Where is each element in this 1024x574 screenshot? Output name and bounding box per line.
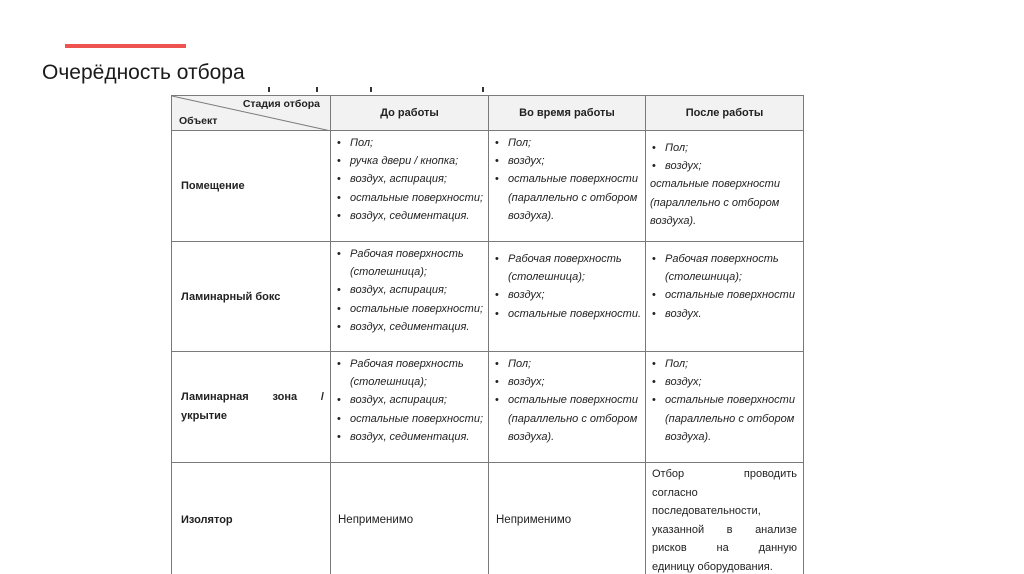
sampling-order-table xyxy=(171,95,804,574)
list-item: • остальные поверхности. xyxy=(493,305,641,323)
list-item: • воздух, аспирация; xyxy=(335,281,484,299)
slide-title: Очерёдность отбора xyxy=(42,61,245,84)
text-word: на xyxy=(716,542,729,555)
text-line: единицу оборудования. xyxy=(652,560,773,573)
row-label-room: Помещение xyxy=(172,131,331,242)
list-item: • остальные поверхности (параллельно с отбором воздуха). xyxy=(493,391,641,446)
row-label-laminar-box: Ламинарный бокс xyxy=(172,242,331,352)
cell-after xyxy=(646,242,804,352)
cell-before: Неприменимо xyxy=(331,463,489,574)
list-item: • Пол; xyxy=(650,355,799,373)
text-word: в xyxy=(726,523,733,536)
list-item: • Пол; xyxy=(650,139,799,157)
list-item: • Рабочая поверхность (столешница); xyxy=(650,250,799,286)
list-item: • воздух, аспирация; xyxy=(335,391,484,409)
table-row xyxy=(172,352,804,463)
header-after-work: После работы xyxy=(646,96,804,131)
list-item: • воздух; xyxy=(493,286,641,304)
text-line: последовательности, xyxy=(652,505,761,518)
list-item: • воздух; xyxy=(493,152,641,170)
table-row xyxy=(172,131,804,242)
cell-during: Неприменимо xyxy=(489,463,646,574)
cell-before xyxy=(331,242,489,352)
cell-after xyxy=(646,463,804,574)
header-before-work: До работы xyxy=(331,96,489,131)
text-word: указанной xyxy=(652,523,705,536)
table-row xyxy=(172,463,804,574)
list-item: • остальные поверхности; xyxy=(335,410,484,428)
list-item: • воздух. xyxy=(650,305,799,323)
list-item: • воздух, седиментация. xyxy=(335,318,484,336)
sampling-order-table-container xyxy=(170,95,804,574)
row-label-laminar-zone xyxy=(172,352,331,463)
text-word: проводить xyxy=(743,468,797,480)
list-item: • Рабочая поверхность (столешница); xyxy=(335,355,484,391)
list-item: • воздух, седиментация. xyxy=(335,428,484,446)
text-word: анализе xyxy=(755,523,797,536)
cell-after xyxy=(646,131,804,242)
list-item: • Рабочая поверхность (столешница); xyxy=(335,245,484,281)
row-label-word: зона xyxy=(272,391,298,403)
table-row xyxy=(172,242,804,352)
cell-before xyxy=(331,131,489,242)
stage-header-label: Стадия отбора xyxy=(242,98,320,110)
list-item: • остальные поверхности xyxy=(650,286,799,304)
list-item: • остальные поверхности (параллельно с отбором воздуха). xyxy=(650,391,799,446)
list-item: • воздух; xyxy=(650,373,799,391)
header-during-work: Во время работы xyxy=(489,96,646,131)
row-label-word: Ламинарная xyxy=(181,391,249,403)
corner-header-cell xyxy=(172,96,331,131)
list-item: • Пол; xyxy=(493,355,641,373)
text-line: согласно xyxy=(652,486,698,499)
cell-during xyxy=(489,131,646,242)
text-word: данную xyxy=(758,542,797,555)
list-item: • остальные поверхности (параллельно с отбором воздуха). xyxy=(493,170,641,225)
list-item: • воздух, седиментация. xyxy=(335,207,484,225)
list-item: • Пол; xyxy=(493,134,641,152)
cell-after xyxy=(646,352,804,463)
object-header-label: Объект xyxy=(179,115,218,127)
list-item: • остальные поверхности; xyxy=(335,300,484,318)
text-word: Отбор xyxy=(652,468,685,480)
row-label-word: / xyxy=(320,391,324,403)
list-item: • воздух, аспирация; xyxy=(335,170,484,188)
list-item: • воздух; xyxy=(493,373,641,391)
list-item: • Пол; xyxy=(335,134,484,152)
cell-during xyxy=(489,352,646,463)
title-accent-bar xyxy=(65,44,186,48)
row-label-word: укрытие xyxy=(181,410,228,422)
row-label-isolator: Изолятор xyxy=(172,463,331,574)
list-item: • остальные поверхности; xyxy=(335,189,484,207)
decorative-marks xyxy=(268,87,488,93)
list-item: • Рабочая поверхность (столешница); xyxy=(493,250,641,286)
list-item: • воздух; xyxy=(650,157,799,175)
cell-during xyxy=(489,242,646,352)
list-item: остальные поверхности (параллельно с отбором воздуха). xyxy=(650,178,780,227)
cell-before xyxy=(331,352,489,463)
list-item: • ручка двери / кнопка; xyxy=(335,152,484,170)
text-word: рисков xyxy=(652,542,687,555)
table-header-row xyxy=(172,96,804,131)
